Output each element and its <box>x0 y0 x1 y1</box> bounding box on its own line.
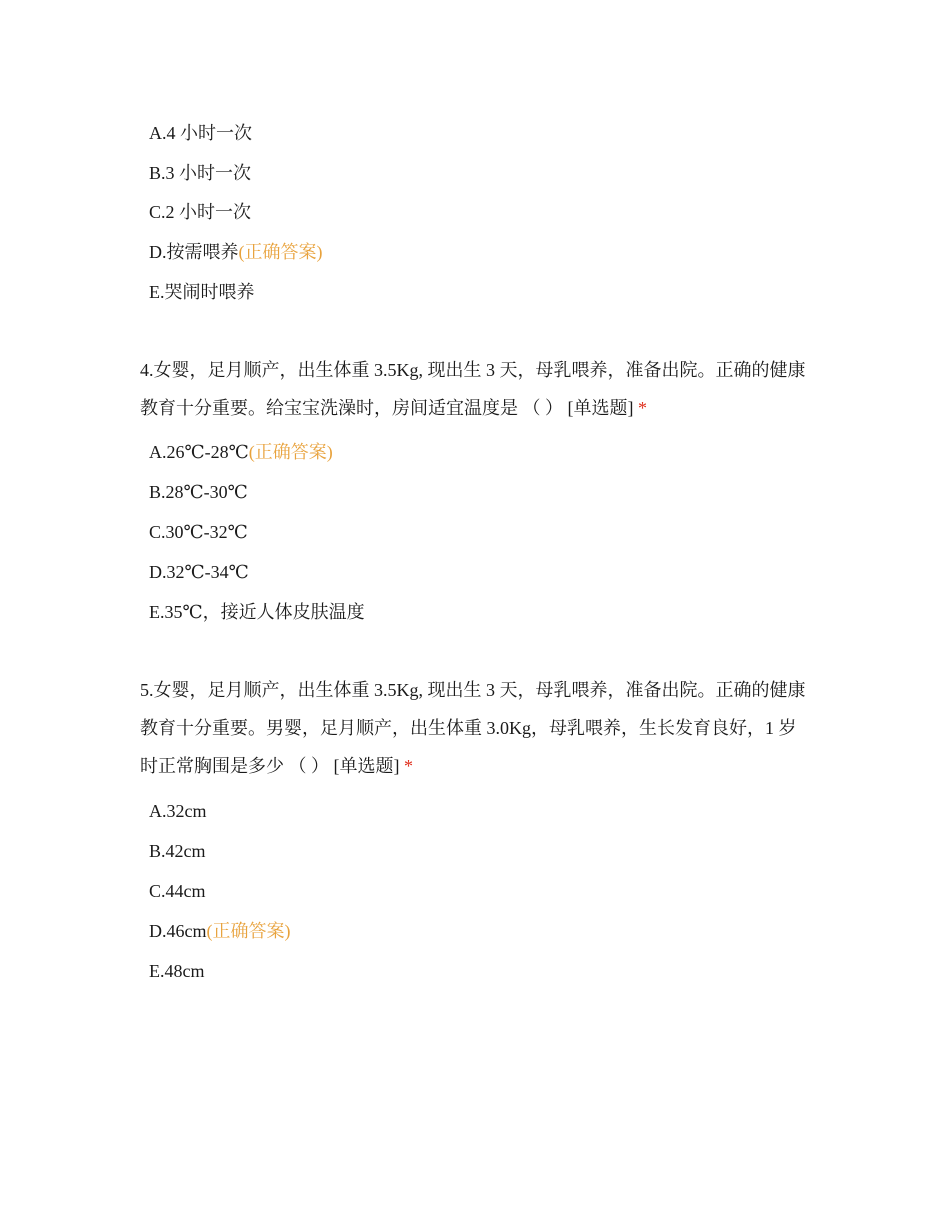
q5-option-c <box>149 879 206 903</box>
q4-option-a <box>149 440 333 464</box>
option-text: D.32℃-34℃ <box>149 562 249 582</box>
option-text: B.3 小时一次 <box>149 163 252 183</box>
q5-option-b <box>149 839 206 863</box>
q3-option-c <box>149 200 251 224</box>
option-text: E.哭闹时喂养 <box>149 282 255 302</box>
q3-option-b <box>149 161 251 185</box>
correct-answer-tag: (正确答案) <box>248 442 333 462</box>
option-text: D.按需喂养 <box>149 242 239 262</box>
q4-title <box>140 351 812 427</box>
q5-title <box>140 671 812 785</box>
correct-answer-tag: (正确答案) <box>206 921 291 941</box>
option-text: B.42cm <box>149 841 206 861</box>
q4-option-b <box>149 480 248 504</box>
q4-option-e <box>149 600 365 624</box>
required-mark: * <box>404 756 413 776</box>
q3-option-a <box>149 121 252 145</box>
option-text: A.32cm <box>149 801 207 821</box>
option-text: A.26℃-28℃ <box>149 442 249 462</box>
q5-option-a <box>149 799 207 823</box>
option-text: C.30℃-32℃ <box>149 522 248 542</box>
question-text: 5.女婴，足月顺产，出生体重 3.5Kg, 现出生 3 天，母乳喂养，准备出院。正确的健康教育十分重要。男婴，足月顺产，出生体重 3.0Kg，母乳喂养，生长发育良好，1 岁时正常胸围是多少 （ ） [单选题] <box>140 680 806 776</box>
q3-option-e <box>149 280 255 304</box>
option-text: B.28℃-30℃ <box>149 482 248 502</box>
correct-answer-tag: (正确答案) <box>238 242 323 262</box>
question-text: 4.女婴，足月顺产，出生体重 3.5Kg, 现出生 3 天，母乳喂养，准备出院。正确的健康教育十分重要。给宝宝洗澡时，房间适宜温度是 （ ） [单选题] <box>140 360 806 418</box>
q5-option-e <box>149 959 205 983</box>
option-text: A.4 小时一次 <box>149 123 252 143</box>
q4-option-d <box>149 560 249 584</box>
option-text: C.2 小时一次 <box>149 202 252 222</box>
option-text: E.48cm <box>149 961 205 981</box>
q5-option-d <box>149 919 291 943</box>
q4-option-c <box>149 520 248 544</box>
required-mark: * <box>638 398 647 418</box>
q3-option-d <box>149 240 323 264</box>
option-text: E.35℃，接近人体皮肤温度 <box>149 602 365 622</box>
option-text: C.44cm <box>149 881 206 901</box>
option-text: D.46cm <box>149 921 207 941</box>
